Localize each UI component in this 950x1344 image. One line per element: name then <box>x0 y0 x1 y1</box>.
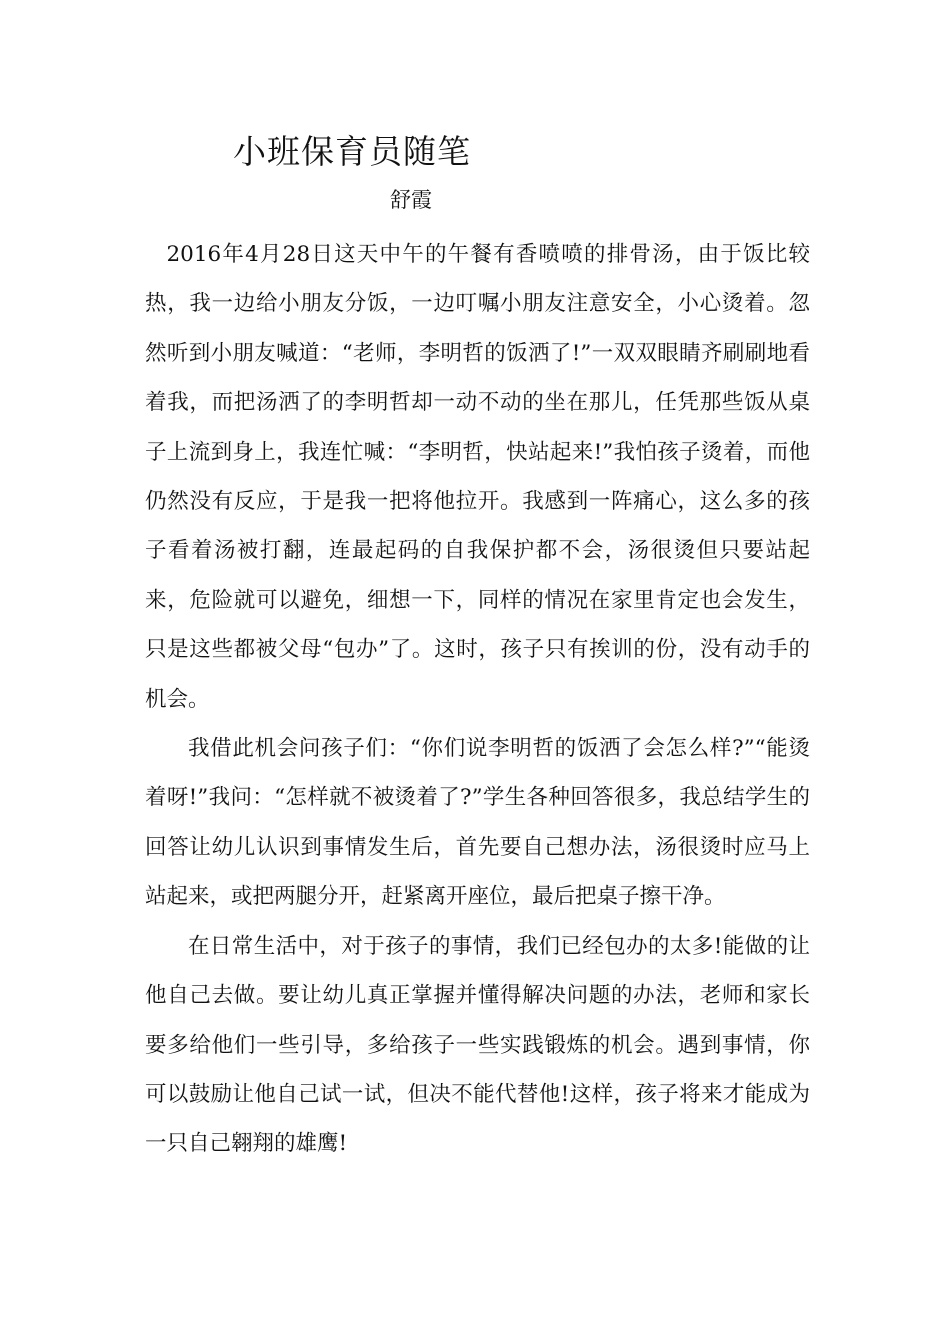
document-title: 小班保育员随笔 <box>233 132 471 171</box>
paragraph-1: 2016年4月28日这天中午的午餐有香喷喷的排骨汤，由于饭比较热，我一边给小朋友分饭，一边叮嘱小朋友注意安全，小心烫着。忽然听到小朋友喊道：“老师，李明哲的饭洒了!”一双双眼睛齐刷刷地看着我，而把汤洒了的李明哲却一动不动的坐在那儿，任凭那些饭从桌子上流到身上，我连忙喊：“李明哲，快站起来!”我怕孩子烫着，而他仍然没有反应，于是我一把将他拉开。我感到一阵痛心，这么多的孩子看着汤被打翻，连最起码的自我保护都不会，汤很烫但只要站起来，危险就可以避免，细想一下，同样的情况在家里肯定也会发生，只是这些都被父母“包办”了。这时，孩子只有挨训的份，没有动手的机会。 <box>145 242 810 712</box>
author-name: 舒霞 <box>390 188 432 212</box>
document-body <box>145 230 810 1169</box>
paragraph-3: 在日常生活中，对于孩子的事情，我们已经包办的太多!能做的让他自己去做。要让幼儿真正掌握并懂得解决问题的办法，老师和家长要多给他们一些引导，多给孩子一些实践锻炼的机会。遇到事情，你可以鼓励让他自己试一试，但决不能代替他!这样，孩子将来才能成为一只自己翱翔的雄鹰! <box>145 933 810 1157</box>
paragraph-2: 我借此机会问孩子们：“你们说李明哲的饭洒了会怎么样?”“能烫着呀!”我问：“怎样就不被烫着了?”学生各种回答很多，我总结学生的回答让幼儿认识到事情发生后，首先要自己想办法，汤很烫时应马上站起来，或把两腿分开，赶紧离开座位，最后把桌子擦干净。 <box>145 736 810 910</box>
